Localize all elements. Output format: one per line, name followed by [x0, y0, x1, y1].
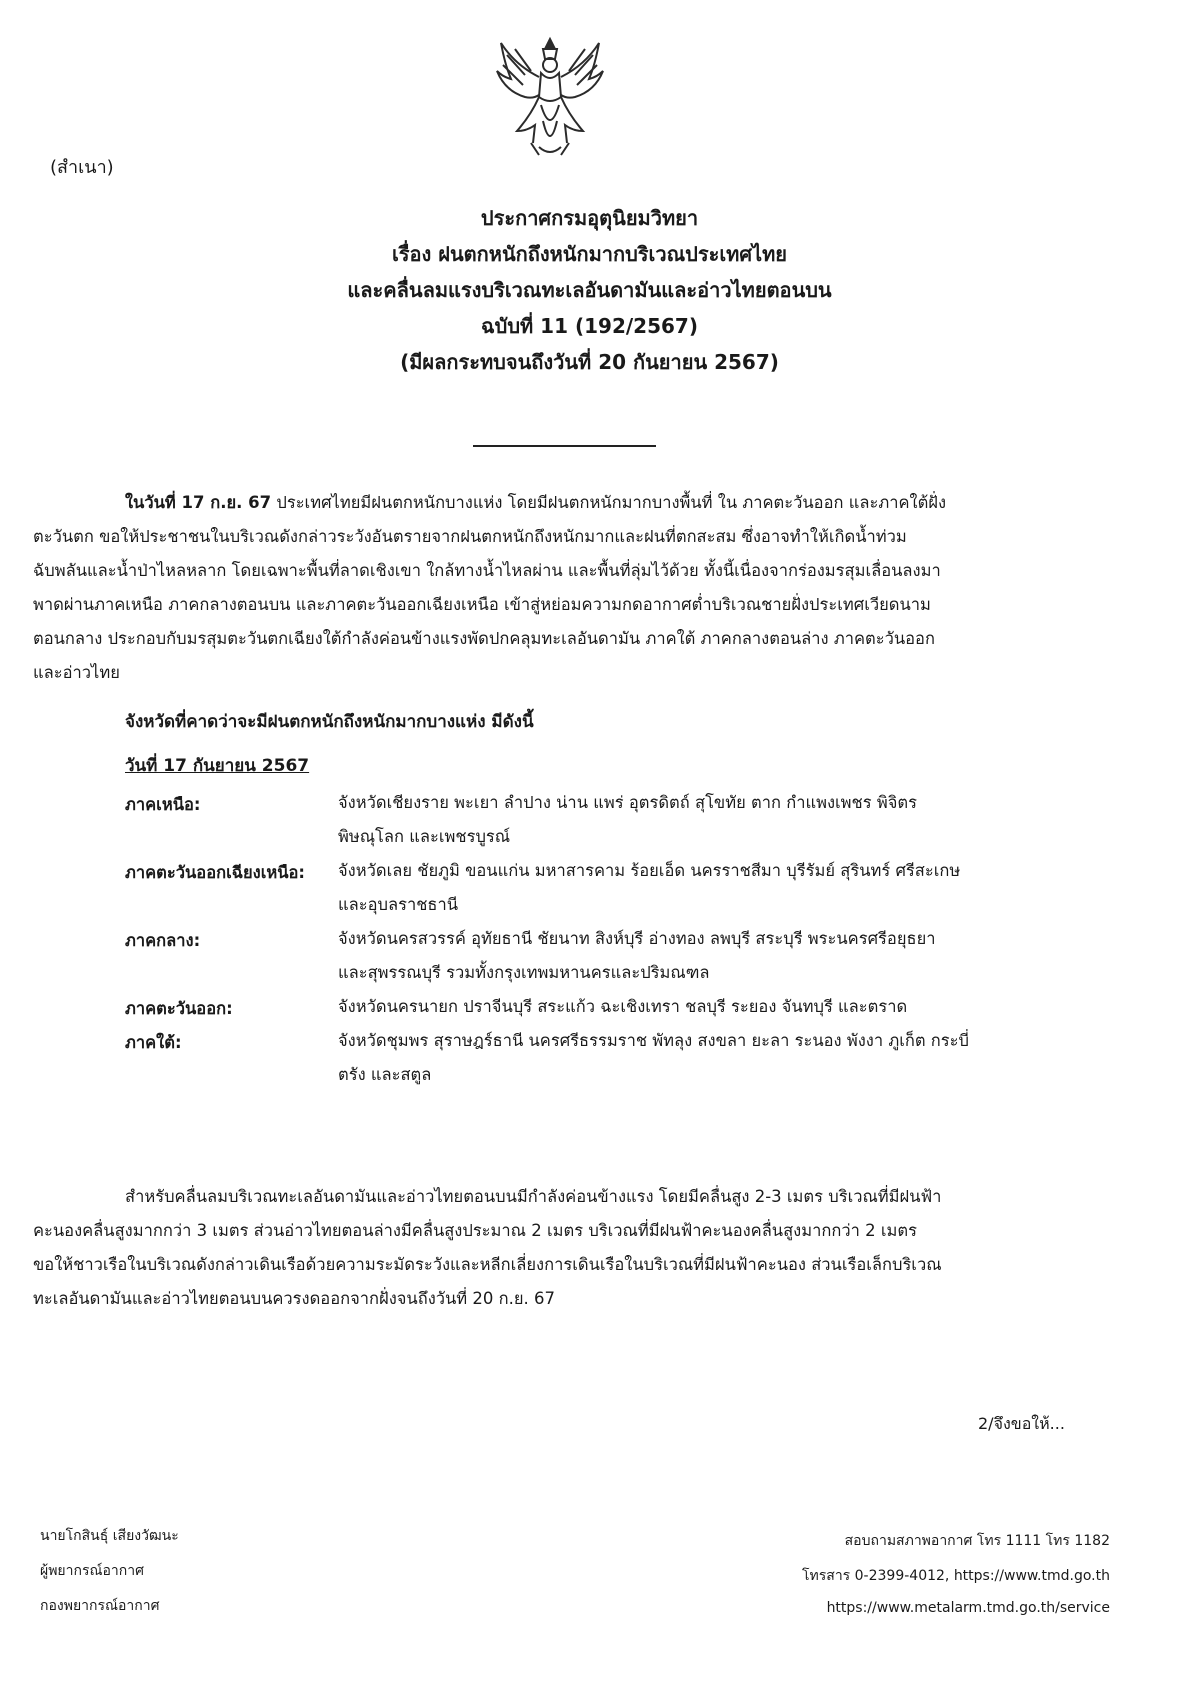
- date-heading: วันที่ 17 กันยายน 2567: [125, 756, 310, 776]
- waves-line-2: คะนองคลื่นสูงมากกว่า 3 เมตร ส่วนอ่าวไทยตอนล่างมีคลื่นสูงประมาณ 2 เมตร บริเวณที่มีฝนฟ้าคะนองคลื่นสูงมากกว่า 2 เมตร: [33, 1221, 917, 1240]
- announcement-title: [0, 200, 1179, 380]
- title-line-2: เรื่อง ฝนตกหนักถึงหนักมากบริเวณประเทศไทย: [391, 242, 788, 266]
- title-line-5: (มีผลกระทบจนถึงวันที่ 20 กันยายน 2567): [400, 350, 779, 374]
- region-text-northeast: [338, 854, 960, 922]
- waves-paragraph: [33, 1180, 942, 1316]
- region-north-line-1: จังหวัดเชียงราย พะเยา ลำปาง น่าน แพร่ อุตรดิตถ์ สุโขทัย ตาก กำแพงเพชร พิจิตร: [338, 793, 917, 812]
- intro-line-5: ตอนกลาง ประกอบกับมรสุมตะวันตกเฉียงใต้กำลังค่อนข้างแรงพัดปกคลุมทะเลอันดามัน ภาคใต้ ภาคกลางตอนล่าง ภาคตะวันออก: [33, 629, 935, 648]
- region-label-central: ภาคกลาง:: [125, 931, 201, 950]
- region-label-south: ภาคใต้:: [125, 1033, 182, 1052]
- region-text-south: [338, 1024, 969, 1092]
- title-divider: [473, 445, 656, 447]
- title-line-3: และคลื่นลมแรงบริเวณทะเลอันดามันและอ่าวไทยตอนบน: [347, 278, 832, 302]
- region-central-line-1: จังหวัดนครสวรรค์ อุทัยธานี ชัยนาท สิงห์บุรี อ่างทอง ลพบุรี สระบุรี พระนครศรีอยุธยา: [338, 929, 936, 948]
- intro-line-6: และอ่าวไทย: [33, 663, 120, 682]
- title-line-4: ฉบับที่ 11 (192/2567): [481, 314, 698, 338]
- signature-position: ผู้พยากรณ์อากาศ: [40, 1563, 144, 1579]
- continued-marker: 2/จึงขอให้...: [978, 1414, 1065, 1433]
- intro-line-1: ประเทศไทยมีฝนตกหนักบางแห่ง โดยมีฝนตกหนักมากบางพื้นที่ ใน ภาคตะวันออก และภาคใต้ฝั่ง: [271, 493, 947, 512]
- garuda-emblem-icon: [495, 35, 605, 157]
- region-text-east: [338, 990, 907, 1024]
- region-northeast-line-2: และอุบลราชธานี: [338, 895, 459, 914]
- waves-line-4: ทะเลอันดามันและอ่าวไทยตอนบนควรงดออกจากฝั่งจนถึงวันที่ 20 ก.ย. 67: [33, 1289, 556, 1308]
- intro-line-3: ฉับพลันและน้ำป่าไหลหลาก โดยเฉพาะพื้นที่ลาดเชิงเขา ใกล้ทางน้ำไหลผ่าน และพื้นที่ลุ่มไว้ด้วย ทั้งนี้เนื่องจากร่องมรสุมเลื่อนลงมา: [33, 561, 941, 580]
- intro-line-2: ตะวันตก ขอให้ประชาชนในบริเวณดังกล่าวระวังอันตรายจากฝนตกหนักถึงหนักมากและฝนที่ตกสะสม ซึ่งอาจทำให้เกิดน้ำท่วม: [33, 527, 907, 546]
- signature-division: กองพยากรณ์อากาศ: [40, 1598, 160, 1614]
- contact-fax-website: โทรสาร 0-2399-4012, https://www.tmd.go.th: [802, 1568, 1110, 1584]
- region-south-line-2: ตรัง และสตูล: [338, 1065, 432, 1084]
- contact-phone: สอบถามสภาพอากาศ โทร 1111 โทร 1182: [844, 1533, 1110, 1549]
- provinces-heading: จังหวัดที่คาดว่าจะมีฝนตกหนักถึงหนักมากบางแห่ง มีดังนี้: [125, 712, 534, 732]
- intro-lead: ในวันที่ 17 ก.ย. 67: [125, 493, 272, 512]
- waves-line-1: สำหรับคลื่นลมบริเวณทะเลอันดามันและอ่าวไทยตอนบนมีกำลังค่อนข้างแรง โดยมีคลื่นสูง 2-3 เมตร บริเวณที่มีฝนฟ้า: [125, 1187, 942, 1206]
- signature-name: นายโกสินธุ์ เสียงวัฒนะ: [40, 1528, 179, 1544]
- waves-line-3: ขอให้ชาวเรือในบริเวณดังกล่าวเดินเรือด้วยความระมัดระวังและหลีกเลี่ยงการเดินเรือในบริเวณที่มีฝนฟ้าคะนอง ส่วนเรือเล็กบริเวณ: [33, 1255, 942, 1274]
- region-south-line-1: จังหวัดชุมพร สุราษฎร์ธานี นครศรีธรรมราช พัทลุง สงขลา ยะลา ระนอง พังงา ภูเก็ต กระบี่: [338, 1031, 969, 1050]
- contact-service-url: https://www.metalarm.tmd.go.th/service: [826, 1600, 1110, 1616]
- region-east-line-1: จังหวัดนครนายก ปราจีนบุรี สระแก้ว ฉะเชิงเทรา ชลบุรี ระยอง จันทบุรี และตราด: [338, 997, 908, 1016]
- region-text-north: [338, 786, 917, 854]
- title-line-1: ประกาศกรมอุตุนิยมวิทยา: [480, 206, 699, 230]
- region-label-north: ภาคเหนือ:: [125, 795, 201, 814]
- region-label-east: ภาคตะวันออก:: [125, 999, 233, 1018]
- region-text-central: [338, 922, 936, 990]
- intro-paragraph: [33, 486, 947, 690]
- region-northeast-line-1: จังหวัดเลย ชัยภูมิ ขอนแก่น มหาสารคาม ร้อยเอ็ด นครราชสีมา บุรีรัมย์ สุรินทร์ ศรีสะเกษ: [338, 861, 961, 880]
- intro-line-4: พาดผ่านภาคเหนือ ภาคกลางตอนบน และภาคตะวันออกเฉียงเหนือ เข้าสู่หย่อมความกดอากาศต่ำบริเวณชายฝั่งประเทศเวียดนาม: [33, 595, 931, 614]
- region-label-northeast: ภาคตะวันออกเฉียงเหนือ:: [125, 863, 306, 882]
- region-north-line-2: พิษณุโลก และเพชรบูรณ์: [338, 827, 511, 846]
- copy-mark: (สำเนา): [50, 157, 114, 178]
- region-central-line-2: และสุพรรณบุรี รวมทั้งกรุงเทพมหานครและปริมณฑล: [338, 963, 710, 982]
